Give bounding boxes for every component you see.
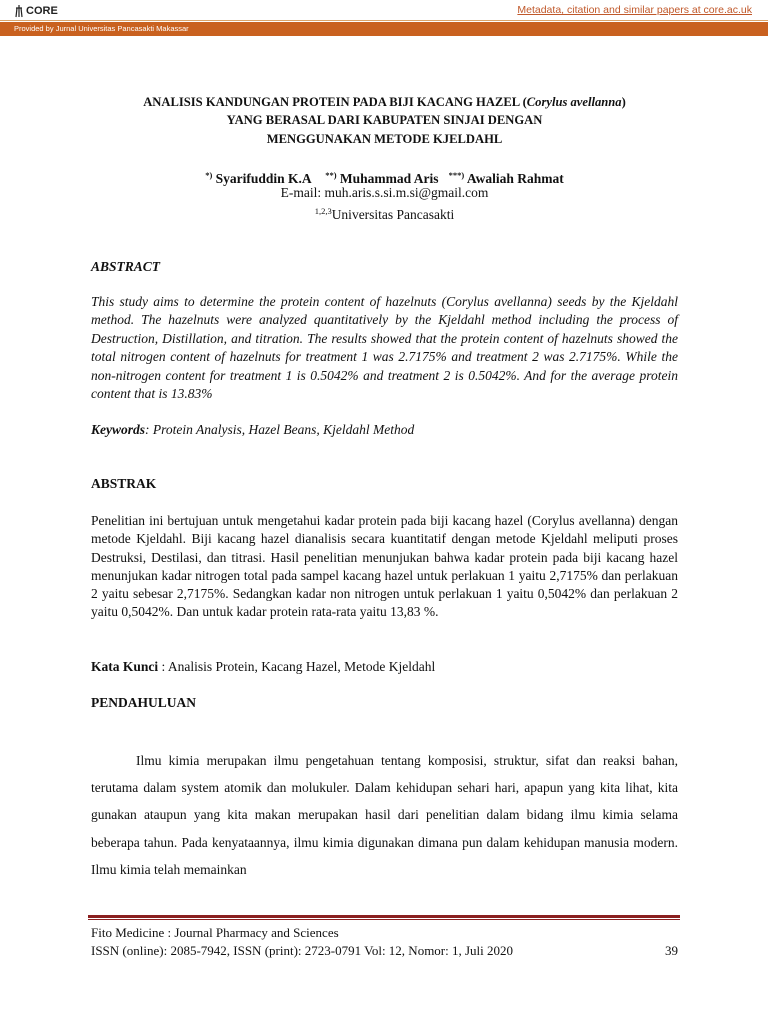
title-line-2: YANG BERASAL DARI KABUPATEN SINJAI DENGAN: [226, 113, 543, 128]
keywords-text: : Protein Analysis, Hazel Beans, Kjeldahl Method: [145, 422, 415, 437]
provided-by-bar: [0, 22, 768, 36]
abstract-heading: ABSTRACT: [91, 259, 161, 274]
kata-kunci-text: : Analisis Protein, Kacang Hazel, Metode Kjeldahl: [158, 659, 436, 674]
kata-kunci-label: Kata Kunci: [91, 659, 159, 674]
core-logo-text: CORE: [26, 4, 58, 17]
core-logo-icon: [14, 4, 24, 18]
title-line-3: MENGGUNAKAN METODE KJELDAHL: [266, 131, 503, 146]
page-number: 39: [665, 943, 678, 958]
pendahuluan-heading: PENDAHULUAN: [91, 695, 197, 710]
affiliation: [91, 202, 678, 224]
abstrak-text: Penelitian ini bertujuan untuk mengetahui kadar protein pada biji kacang hazel (Corylus avellanna) dengan metode Kjeldahl. Biji kacang hazel dianalisis secara kuantitatif dengan metode Kjeldahl meliputi proses Destruksi, Destilasi, dan titrasi. Hasil penelitian menunjukan bahwa kadar protein pada biji kacang hazel menunjukan kadar nitrogen total pada sampel kacang hazel untuk perlakuan 1 yaitu 2,7175% dan perlakuan 2 yaitu sebesar 2,7175%. Sedangkan kadar non nitrogen untuk perlakuan 1 yaitu 0,5042% dan perlakuan 2 yaitu 0,5042%. Dan untuk kadar protein rata-rata yaitu 13,83 %.: [91, 513, 678, 620]
keywords: [91, 421, 678, 439]
affiliation-mark: 1,2,3: [314, 206, 332, 216]
pendahuluan-text: Ilmu kimia merupakan ilmu pengetahuan tentang komposisi, struktur, sifat dan reaksi bahan, terutama dalam system atomik dan molukuler. Dalam kehidupan sehari hari, apapun yang kita lihat, kita gunakan ataupun yang kita makan merupakan hasil dari penelitian dalam bidang ilmu kimia selama beberapa tahun. Pada kenyataannya, ilmu kimia digunakan dimana pun dalam kehidupan manusia modern. Ilmu kimia telah memainkan: [91, 753, 678, 877]
title-line-1: ANALISIS KANDUNGAN PROTEIN PADA BIJI KACANG HAZEL (Corylus avellanna): [143, 95, 626, 109]
footer-rule-thin: [88, 919, 680, 920]
footer-rule-thick: [88, 915, 680, 918]
author-email: E-mail: muh.aris.s.si.m.si@gmail.com: [280, 185, 489, 200]
abstract-text: This study aims to determine the protein content of hazelnuts (Corylus avellanna) seeds by the Kjeldahl method. The hazelnuts were analyzed quantitatively by the Kjeldahl method including the process of Destruction, Distillation, and titration. The results showed that the protein content of hazelnuts showed the total nitrogen content of hazelnuts for treatment 1 was 2.7175% and treatment 2 was 2.7175%. While the non-nitrogen content for treatment 1 is 0.5042% and treatment 2 is 0.5042%. And for the average protein content that is 13.83%: [91, 294, 678, 402]
author-3-mark: ***): [448, 170, 465, 180]
provided-by-text: Provided by Jurnal Universitas Pancasakti Makassar: [14, 24, 189, 33]
keywords-label: Keywords: [91, 422, 145, 437]
footer-issn: ISSN (online): 2085-7942, ISSN (print): 2723-0791 Vol: 12, Nomor: 1, Juli 2020: [91, 943, 514, 958]
author-3: Awaliah Rahmat: [466, 171, 564, 186]
core-metadata-link[interactable]: Metadata, citation and similar papers at core.ac.uk: [517, 4, 752, 16]
paper-title: [91, 93, 678, 148]
author-2-mark: **): [325, 170, 337, 180]
author-1-mark: *): [205, 170, 213, 180]
author-1: Syarifuddin K.A: [215, 171, 312, 186]
author-2: Muhammad Aris: [339, 171, 439, 186]
affiliation-name: Universitas Pancasakti: [331, 207, 455, 222]
footer-journal-name: Fito Medicine : Journal Pharmacy and Sciences: [91, 925, 339, 940]
abstrak-heading: ABSTRAK: [91, 476, 157, 491]
kata-kunci: [91, 658, 678, 676]
title-species: Corylus avellanna: [526, 95, 622, 109]
core-logo[interactable]: [14, 2, 58, 19]
core-banner: [0, 0, 768, 21]
